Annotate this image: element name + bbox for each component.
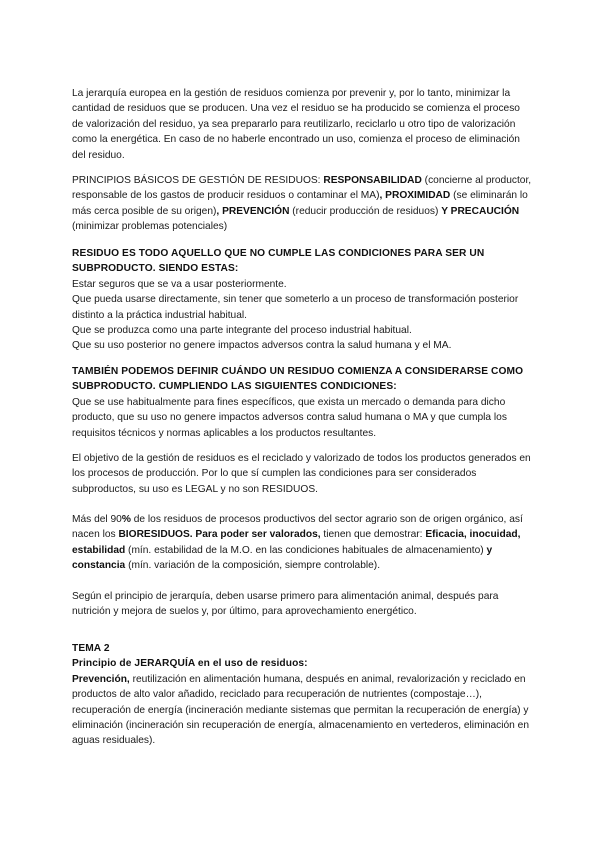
bioresiduos-p8: (mín. variación de la composición, siempre controlable). xyxy=(125,560,381,572)
principios-paragraph xyxy=(72,173,532,235)
principio-precaucion: Y PRECAUCIÓN xyxy=(441,205,520,217)
principios-sep1: , xyxy=(379,190,386,202)
tambien-heading: TAMBIÉN PODEMOS DEFINIR CUÁNDO UN RESIDUO COMIENZA A CONSIDERARSE COMO SUBPRODUCTO. CUMPLIENDO LAS SIGUIENTES CONDICIONES: xyxy=(72,366,524,393)
objetivo-text: El objetivo de la gestión de residuos es el reciclado y valorizado de todos los productos generados en los procesos de producción. Por lo que sí cumplen las condiciones para ser considerados subproductos, su uso es LEGAL y no son RESIDUOS. xyxy=(72,453,531,495)
residuo-heading: RESIDUO ES TODO AQUELLO QUE NO CUMPLE LAS CONDICIONES PARA SER UN SUBPRODUCTO. SIENDO ESTAS: xyxy=(72,248,485,275)
jerarquia-text: Según el principio de jerarquía, deben usarse primero para alimentación animal, después para nutrición y mejora de suelos y, por último, para aprovechamiento energético. xyxy=(72,591,499,618)
residuo-item: Que pueda usarse directamente, sin tener que someterlo a un proceso de transformación posterior distinto a la práctica industrial habitual. xyxy=(72,294,519,321)
tambien-section xyxy=(72,364,532,441)
residuo-item: Estar seguros que se va a usar posteriormente. xyxy=(72,278,287,290)
principio-proximidad-desc: (se eliminarán lo más cerca posible de su origen) xyxy=(72,190,528,217)
intro-text: La jerarquía europea en la gestión de residuos comienza por prevenir y, por lo tanto, minimizar la cantidad de residuos que se producen. Una vez el residuo se ha producido se comienza el proceso de valorización del residuo, ya sea prepararlo para reutilizarlo, reciclarlo u otro tipo de valorización como la energética. En caso de no haberle encontrado un uso, comienza el proceso de eliminación del residuo. xyxy=(72,88,520,161)
principios-lead: PRINCIPIOS BÁSICOS DE GESTIÓN DE RESIDUOS: xyxy=(72,175,324,186)
residuo-section xyxy=(72,246,532,354)
bioresiduos-term: BIORESIDUOS. Para poder ser valorados, xyxy=(118,529,321,541)
jerarquia-paragraph xyxy=(72,589,532,620)
bioresiduos-p6: (mín. estabilidad de la M.O. en las condiciones habituales de almacenamiento) xyxy=(125,544,487,556)
bioresiduos-p2: de los residuos de procesos productivos del sector agrario son de origen orgánico, así nacen los xyxy=(72,514,523,541)
principios-text xyxy=(72,173,532,235)
objetivo-paragraph xyxy=(72,451,532,497)
principio-prevencion-desc: (reducir producción de residuos) xyxy=(289,205,442,217)
intro-paragraph xyxy=(72,86,532,163)
residuo-item: Que su uso posterior no genere impactos adversos contra la salud humana y el MA. xyxy=(72,340,452,352)
tambien-text: Que se use habitualmente para fines específicos, que exista un mercado o demanda para dicho producto, que su uso no genere impactos adversos contra salud humana o MA y que cumpla los requisitos técnicos y normas aplicables a los productos resultantes. xyxy=(72,396,507,439)
tema2-prevencion: Prevención, xyxy=(72,673,130,685)
principio-responsabilidad: RESPONSABILIDAD xyxy=(323,175,422,186)
principio-precaucion-desc: (minimizar problemas potenciales) xyxy=(72,221,228,233)
bioresiduos-paragraph xyxy=(72,512,532,574)
tema2-text xyxy=(72,672,532,749)
tema2-label: TEMA 2 xyxy=(72,643,110,654)
tema2-body: reutilización en alimentación humana, después en animal, revalorización y reciclado en productos de alto valor añadido, reciclado para recuperación de nutrientes (compostaje…), recuperación de energía (incineración mediante sistemas que permitan la recuperación de energía) y eliminación (incineración sin recuperación de energía, almacenamiento en vertederos, eliminación en aguas residuales). xyxy=(72,673,529,747)
tema2-heading: Principio de JERARQUÍA en el uso de residuos: xyxy=(72,658,308,670)
bioresiduos-p1: Más del 90 xyxy=(72,514,122,525)
residuo-item: Que se produzca como una parte integrante del proceso industrial habitual. xyxy=(72,325,412,337)
principio-proximidad: PROXIMIDAD xyxy=(385,190,451,202)
bioresiduos-p4: tienen que demostrar: xyxy=(320,529,426,541)
bioresiduos-constancia: y constancia xyxy=(72,544,493,572)
principio-responsabilidad-desc: (concierne al productor, responsable de los gastos de producir residuos o contaminar el MA) xyxy=(72,175,532,202)
tema2-section xyxy=(72,641,532,749)
bioresiduos-criteria: Eficacia, inocuidad, estabilidad xyxy=(72,529,521,556)
bioresiduos-text xyxy=(72,512,532,574)
principios-sep2: , xyxy=(216,205,223,217)
principio-prevencion: PREVENCIÓN xyxy=(222,205,290,217)
bioresiduos-percent: % xyxy=(121,514,131,525)
